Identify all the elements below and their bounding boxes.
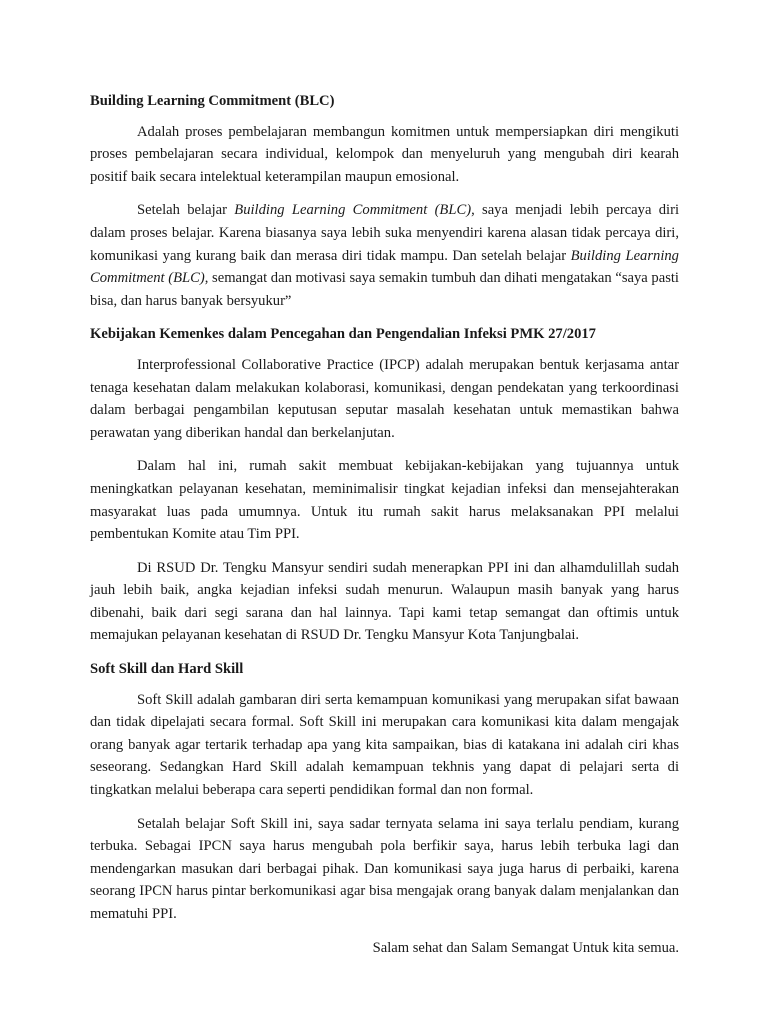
text-run: Interprofessional Collaborative Practice (IPCP) adalah merupakan bentuk kerjasama antar tenaga kesehatan dalam melakukan kolaborasi, komunikasi, dengan pendekatan yang terkoordinasi dalam berbagai pengambilan keputusan seputar masalah kesehatan untuk memastikan bahwa perawatan yang diberikan handal dan berkelanjutan. xyxy=(90,356,679,441)
section-heading: Building Learning Commitment (BLC) xyxy=(90,93,335,109)
paragraph xyxy=(90,813,679,926)
text-run: Setalah belajar Soft Skill ini, saya sadar ternyata selama ini saya terlalu pendiam, kurang terbuka. Sebagai IPCN saya harus mengubah pola berfikir saya, harus lebih terbuka lagi dan mendengarkan masukan dari berbagai pihak. Dan komunikasi saya juga harus di perbaiki, karena seorang IPCN harus pintar berkomunikasi agar bisa mengajak orang banyak dalam menjalankan dan mematuhi PPI. xyxy=(90,815,679,922)
document-page xyxy=(90,90,679,959)
paragraph xyxy=(90,689,679,802)
section-heading: Kebijakan Kemenkes dalam Pencegahan dan Pengendalian Infeksi PMK 27/2017 xyxy=(90,326,596,343)
text-run: , saya menjadi lebih percaya diri dalam proses belajar. Karena biasanya saya lebih suka menyendiri karena alasan tidak percaya diri, komunikasi yang kurang baik dan merasa diri tidak mampu. Dan setelah belajar xyxy=(90,202,679,264)
text-run: Soft Skill adalah gambaran diri serta kemampuan komunikasi yang merupakan sifat bawaan dan tidak dipelajati secara formal. Soft Skill ini merupakan cara komunikasi kita dalam mengajak orang banyak agar tertarik terhadap apa yang kita sampaikan, bias di katakana ini adalah ciri khas seseorang. Sedangkan Hard Skill adalah kemampuan tekhnis yang dapat di pelajari serta di tingkatkan melalui beberapa cara seperti pendidikan formal dan non formal. xyxy=(90,691,679,799)
text-run: Dalam hal ini, rumah sakit membuat kebijakan-kebijakan yang tujuannya untuk meningkatkan pelayanan kesehatan, meminimalisir tingkat kejadian infeksi dan mensejahterakan masyarakat luas pada umumnya. Untuk itu rumah sakit harus melaksanakan PPI melalui pembentukan Komite atau Tim PPI. xyxy=(90,458,679,543)
text-run: , semangat dan motivasi saya semakin tumbuh dan dihati mengatakan “saya pasti bisa, dan harus banyak bersyukur” xyxy=(90,270,679,309)
paragraph xyxy=(90,557,679,647)
text-run: Adalah proses pembelajaran membangun komitmen untuk mempersiapkan diri mengikuti proses pembelajaran secara individual, kelompok dan menyeluruh yang mengubah diri kearah positif baik secara intelektual keterampilan maupun emosional. xyxy=(90,123,679,185)
closing-line: Salam sehat dan Salam Semangat Untuk kita semua. xyxy=(372,939,679,956)
document-body xyxy=(90,90,679,926)
italic-term: Building Learning Commitment (BLC) xyxy=(90,247,679,287)
paragraph xyxy=(90,199,679,312)
italic-term: Building Learning Commitment (BLC) xyxy=(234,202,472,219)
paragraph xyxy=(90,455,679,545)
section-heading: Soft Skill dan Hard Skill xyxy=(90,661,244,678)
paragraph xyxy=(90,354,679,444)
paragraph xyxy=(90,121,679,189)
text-run: Di RSUD Dr. Tengku Mansyur sendiri sudah menerapkan PPI ini dan alhamdulillah sudah jauh lebih baik, angka kejadian infeksi sudah menurun. Walaupun masih banyak yang harus dibenahi, baik dari segi sarana dan hal lainnya. Tapi kami tetap semangat dan oftimis untuk memajukan pelayanan kesehatan di RSUD Dr. Tengku Mansyur Kota Tanjungbalai. xyxy=(90,559,679,644)
text-run: Setelah belajar xyxy=(137,202,235,219)
